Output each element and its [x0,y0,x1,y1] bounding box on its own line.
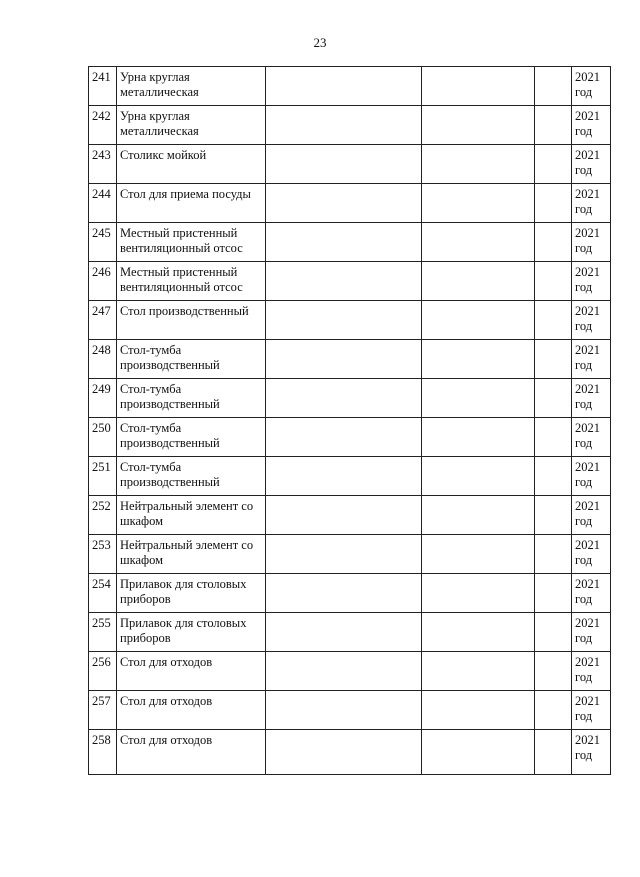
empty-cell [422,613,535,652]
year-cell: 2021 год [572,340,611,379]
table-row [89,145,611,184]
empty-cell [422,457,535,496]
table-row [89,691,611,730]
table-row [89,574,611,613]
table-row [89,535,611,574]
row-number: 244 [89,184,117,223]
page-number: 23 [313,35,327,50]
table-row [89,184,611,223]
table-row [89,379,611,418]
empty-cell [535,67,572,106]
empty-cell [535,613,572,652]
empty-cell [266,730,422,775]
year-cell: 2021 год [572,223,611,262]
year-cell: 2021 год [572,145,611,184]
empty-cell [422,418,535,457]
empty-cell [266,574,422,613]
empty-cell [422,691,535,730]
row-number: 243 [89,145,117,184]
year-cell: 2021 год [572,262,611,301]
empty-cell [266,535,422,574]
row-number: 254 [89,574,117,613]
table-row [89,262,611,301]
year-cell: 2021 год [572,457,611,496]
row-number: 250 [89,418,117,457]
empty-cell [535,145,572,184]
empty-cell [535,418,572,457]
empty-cell [422,340,535,379]
empty-cell [266,379,422,418]
year-cell: 2021 год [572,301,611,340]
empty-cell [535,301,572,340]
empty-cell [266,496,422,535]
row-number: 246 [89,262,117,301]
year-cell: 2021 год [572,691,611,730]
item-name: Столикс мойкой [117,145,266,184]
item-name: Стол для отходов [117,652,266,691]
row-number: 251 [89,457,117,496]
row-number: 257 [89,691,117,730]
equipment-table [88,66,611,775]
empty-cell [266,418,422,457]
empty-cell [422,106,535,145]
item-name: Прилавок для столовых приборов [117,613,266,652]
empty-cell [535,340,572,379]
item-name: Стол для отходов [117,691,266,730]
empty-cell [266,613,422,652]
empty-cell [266,184,422,223]
table-row [89,418,611,457]
empty-cell [422,67,535,106]
item-name: Нейтральный элемент со шкафом [117,496,266,535]
empty-cell [266,262,422,301]
item-name: Стол-тумба производственный [117,457,266,496]
empty-cell [422,379,535,418]
empty-cell [535,223,572,262]
row-number: 252 [89,496,117,535]
empty-cell [266,67,422,106]
year-cell: 2021 год [572,613,611,652]
year-cell: 2021 год [572,652,611,691]
row-number: 242 [89,106,117,145]
empty-cell [266,691,422,730]
row-number: 258 [89,730,117,775]
table-row [89,457,611,496]
table-row [89,223,611,262]
item-name: Урна круглая металлическая [117,106,266,145]
table-row [89,340,611,379]
empty-cell [535,574,572,613]
empty-cell [535,730,572,775]
empty-cell [266,301,422,340]
table-row [89,67,611,106]
table-row [89,613,611,652]
item-name: Стол-тумба производственный [117,418,266,457]
row-number: 255 [89,613,117,652]
item-name: Местный пристенный вентиляционный отсос [117,223,266,262]
year-cell: 2021 год [572,67,611,106]
empty-cell [266,223,422,262]
year-cell: 2021 год [572,535,611,574]
item-name: Стол-тумба производственный [117,379,266,418]
item-name: Урна круглая металлическая [117,67,266,106]
empty-cell [422,145,535,184]
empty-cell [422,574,535,613]
item-name: Прилавок для столовых приборов [117,574,266,613]
empty-cell [535,652,572,691]
row-number: 253 [89,535,117,574]
year-cell: 2021 год [572,496,611,535]
table-row [89,106,611,145]
year-cell: 2021 год [572,379,611,418]
empty-cell [266,457,422,496]
row-number: 256 [89,652,117,691]
empty-cell [266,106,422,145]
item-name: Стол-тумба производственный [117,340,266,379]
item-name: Стол производственный [117,301,266,340]
row-number: 245 [89,223,117,262]
table-body [89,67,611,775]
empty-cell [422,262,535,301]
row-number: 241 [89,67,117,106]
item-name: Стол для приема посуды [117,184,266,223]
year-cell: 2021 год [572,574,611,613]
empty-cell [422,301,535,340]
empty-cell [422,730,535,775]
year-cell: 2021 год [572,418,611,457]
table-row [89,301,611,340]
empty-cell [422,535,535,574]
empty-cell [266,652,422,691]
table-row [89,496,611,535]
empty-cell [535,379,572,418]
empty-cell [535,457,572,496]
empty-cell [535,535,572,574]
empty-cell [422,496,535,535]
empty-cell [266,340,422,379]
empty-cell [422,184,535,223]
empty-cell [535,106,572,145]
row-number: 247 [89,301,117,340]
empty-cell [422,223,535,262]
row-number: 248 [89,340,117,379]
empty-cell [535,262,572,301]
empty-cell [535,184,572,223]
table-row [89,652,611,691]
empty-cell [266,145,422,184]
year-cell: 2021 год [572,730,611,775]
row-number: 249 [89,379,117,418]
item-name: Стол для отходов [117,730,266,775]
year-cell: 2021 год [572,184,611,223]
item-name: Местный пристенный вентиляционный отсос [117,262,266,301]
table-row [89,730,611,775]
item-name: Нейтральный элемент со шкафом [117,535,266,574]
year-cell: 2021 год [572,106,611,145]
empty-cell [422,652,535,691]
empty-cell [535,691,572,730]
empty-cell [535,496,572,535]
